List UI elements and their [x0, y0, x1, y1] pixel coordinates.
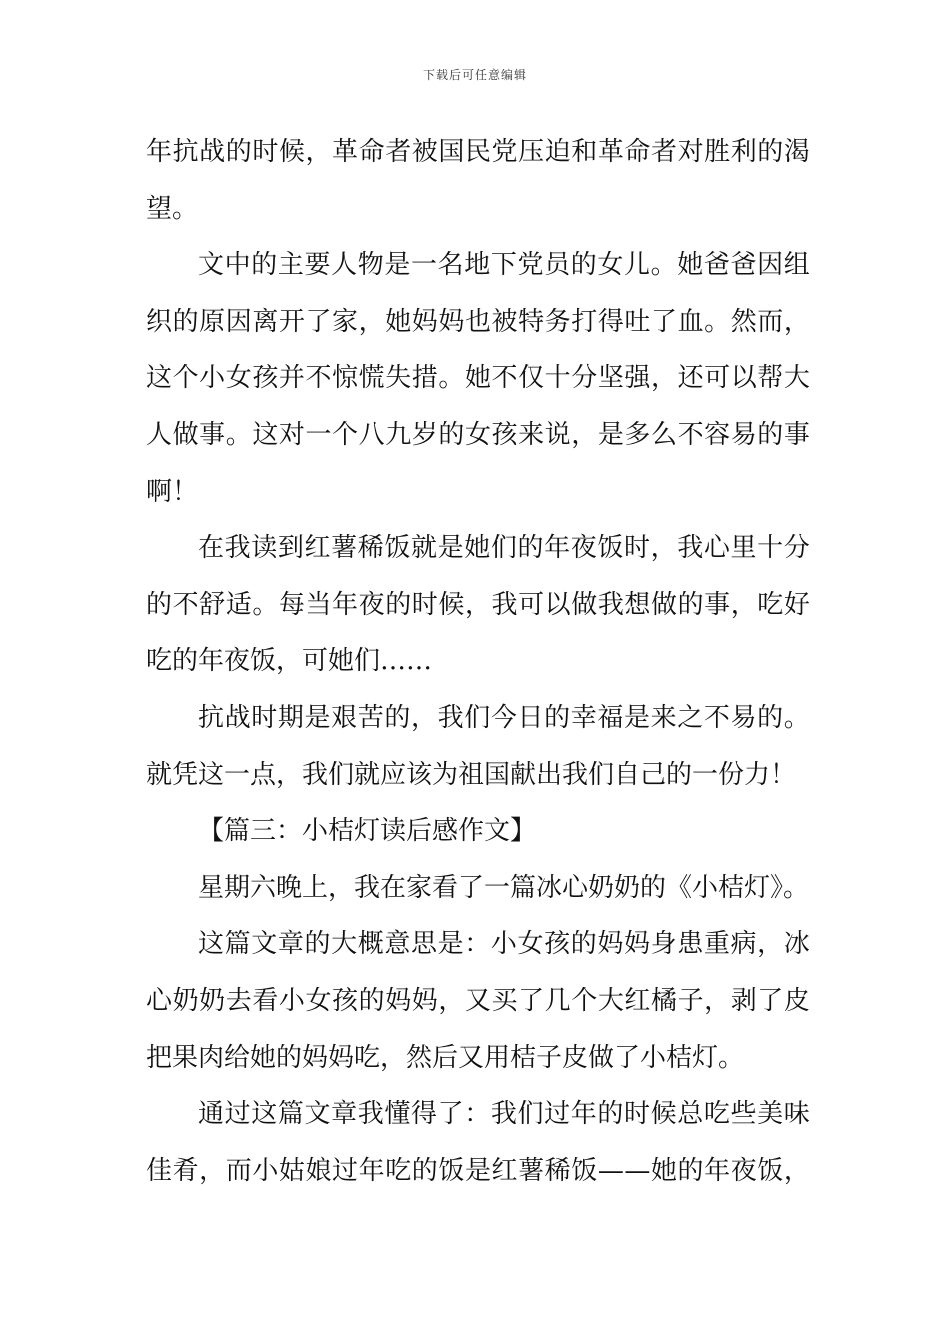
text-line: 文 中 的 主 要 人 物 是 一 名 地 下 党 员 的 女 儿 。 她 爸 爸 因 组	[198, 250, 810, 281]
text-line: 吃的年夜饭，可她们……	[146, 646, 433, 677]
text-line: 【篇三：小桔灯读后感作文】	[198, 816, 537, 847]
text-line: 通 过 这 篇 文 章 我 懂 得 了 ： 我 们 过 年 的 时 候 总 吃 些 美 味	[198, 1099, 810, 1130]
text-line: 望。	[146, 193, 199, 224]
text-line: 心 奶 奶 去 看 小 女 孩 的 妈 妈 ， 又 买 了 几 个 大 红 橘 子 ， 剥 了 皮	[146, 985, 810, 1016]
text-line: 在 我 读 到 红 薯 稀 饭 就 是 她 们 的 年 夜 饭 时 ， 我 心 里 十 分	[198, 533, 810, 564]
text-line: 织 的 原 因 离 开 了 家 ， 她 妈 妈 也 被 特 务 打 得 吐 了 血 。 然 而 ，	[146, 306, 810, 337]
text-line: 这 个 小 女 孩 并 不 惊 慌 失 措 。 她 不 仅 十 分 坚 强 ， 还 可 以 帮 大	[146, 363, 810, 394]
text-line: 佳 肴 ， 而 小 姑 娘 过 年 吃 的 饭 是 红 薯 稀 饭 — — 她 的 年 夜 饭 ，	[146, 1155, 810, 1186]
text-line: 星期六晚上，我在家看了一篇冰心奶奶的《小桔灯》。	[198, 872, 810, 903]
text-line: 的 不 舒 适 。 每 当 年 夜 的 时 候 ， 我 可 以 做 我 想 做 的 事 ， 吃 好	[146, 589, 810, 620]
text-line: 人 做 事 。 这 对 一 个 八 九 岁 的 女 孩 来 说 ， 是 多 么 不 容 易 的 事	[146, 419, 810, 450]
page-header: 下载后可任意编辑	[422, 68, 527, 82]
text-line: 年 抗 战 的 时 候 ， 革 命 者 被 国 民 党 压 迫 和 革 命 者 对 胜 利 的 渴	[146, 137, 810, 167]
text-line: 把果肉给她的妈妈吃，然后又用桔子皮做了小桔灯。	[146, 1042, 745, 1073]
document-body	[146, 124, 810, 1199]
text-line: 这 篇 文 章 的 大 概 意 思 是 ： 小 女 孩 的 妈 妈 身 患 重 病 ， 冰	[198, 929, 810, 960]
text-line: 啊！	[146, 476, 199, 507]
text-line: 抗 战 时 期 是 艰 苦 的 ， 我 们 今 日 的 幸 福 是 来 之 不 易 的 。	[198, 702, 810, 733]
text-line: 就凭这一点，我们就应该为祖国献出我们自己的一份力！	[146, 759, 797, 790]
